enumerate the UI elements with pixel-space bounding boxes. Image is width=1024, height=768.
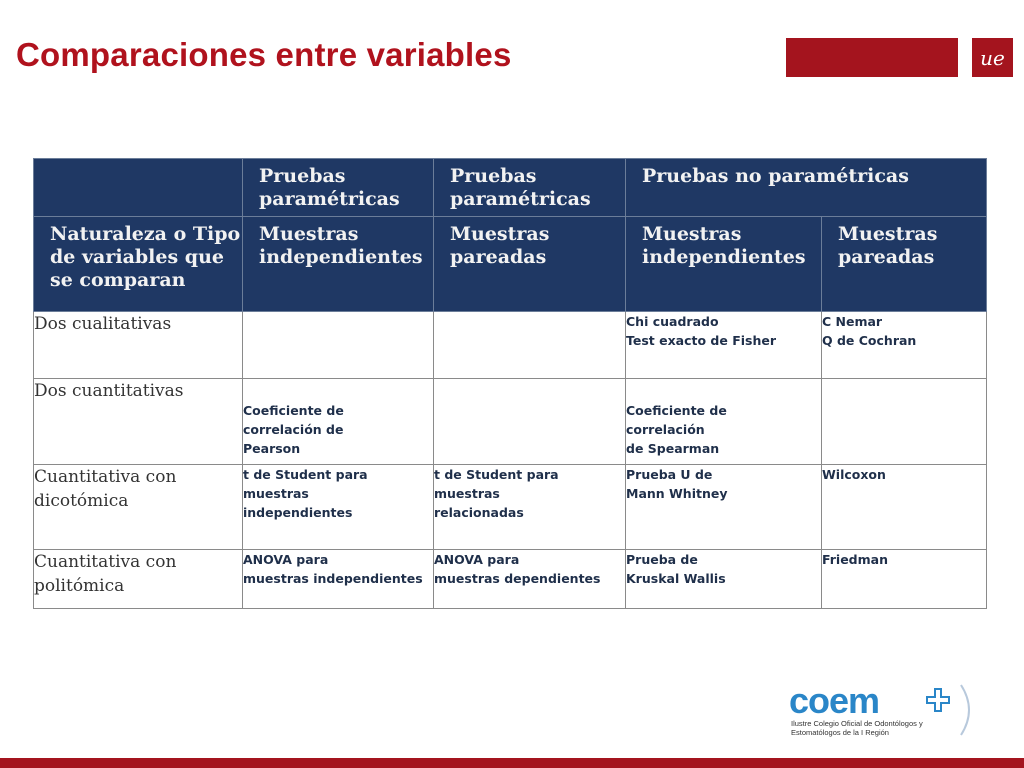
table-row <box>34 379 987 465</box>
subheader-independent-samples: Muestras independientes <box>626 217 822 312</box>
header-parametric-paired: Pruebas paramétricas <box>434 159 626 217</box>
table-cell: Coeficiente de correlación de Pearson <box>243 379 434 465</box>
table-cell: C Nemar Q de Cochran <box>822 312 987 379</box>
comparison-table <box>33 158 987 609</box>
table-row <box>34 550 987 609</box>
header-nonparametric: Pruebas no paramétricas <box>626 159 987 217</box>
header-variable-nature: Naturaleza o Tipo de variables que se comparan <box>34 217 243 312</box>
coem-logo <box>789 680 979 741</box>
table-cell <box>243 312 434 379</box>
cross-emblem-icon <box>925 687 951 713</box>
row-label: Dos cualitativas <box>34 312 243 379</box>
slide-title: Comparaciones entre variables <box>16 36 512 73</box>
header-parametric-independent: Pruebas paramétricas <box>243 159 434 217</box>
row-label: Cuantitativa con politómica <box>34 550 243 609</box>
coem-subtitle: Ilustre Colegio Oficial de Odontólogos y Estomatólogos de la I Región <box>791 719 923 737</box>
subheader-independent-samples: Muestras independientes <box>243 217 434 312</box>
table-cell: t de Student para muestras independientes <box>243 465 434 550</box>
table-cell: Wilcoxon <box>822 465 987 550</box>
table-cell: Prueba de Kruskal Wallis <box>626 550 822 609</box>
table-cell: ANOVA para muestras dependientes <box>434 550 626 609</box>
row-label: Cuantitativa con dicotómica <box>34 465 243 550</box>
subheader-paired-samples: Muestras pareadas <box>822 217 987 312</box>
bottom-color-bar <box>0 758 1024 768</box>
table-row <box>34 465 987 550</box>
table-cell <box>434 312 626 379</box>
table-row <box>34 312 987 379</box>
arc-decoration-icon <box>957 683 979 737</box>
table-cell: t de Student para muestras relacionadas <box>434 465 626 550</box>
coem-wordmark: coem <box>789 680 880 721</box>
header-color-bar <box>786 38 958 77</box>
row-label: Dos cuantitativas <box>34 379 243 465</box>
table-cell: Prueba U de Mann Whitney <box>626 465 822 550</box>
table-cell: Chi cuadrado Test exacto de Fisher <box>626 312 822 379</box>
table-cell <box>434 379 626 465</box>
ue-logo: ue <box>972 38 1013 77</box>
table-cell: ANOVA para muestras independientes <box>243 550 434 609</box>
table-cell: Coeficiente de correlación de Spearman <box>626 379 822 465</box>
table-cell: Friedman <box>822 550 987 609</box>
subheader-paired-samples: Muestras pareadas <box>434 217 626 312</box>
table-cell <box>822 379 987 465</box>
header-empty-cell <box>34 159 243 217</box>
